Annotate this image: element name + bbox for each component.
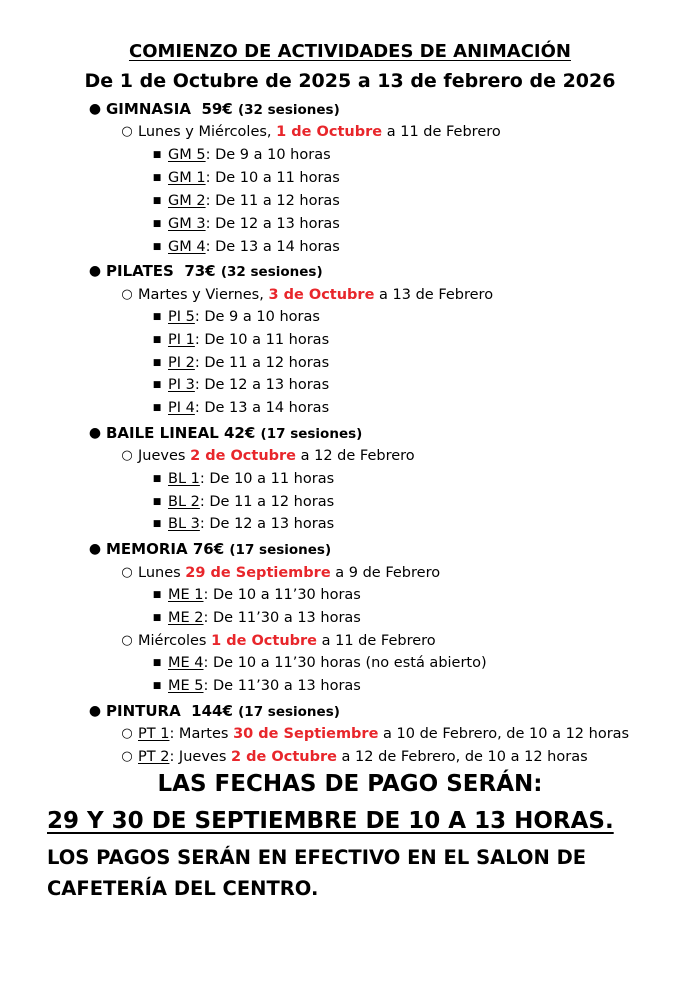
schedule-start: 1 de Octubre — [211, 633, 318, 649]
circle-bullet-icon: ○ — [121, 565, 133, 580]
group-item — [152, 167, 340, 189]
square-bullet-icon: ■ — [152, 358, 162, 368]
activity-price: 59€ — [201, 100, 233, 118]
group-hours: : De 9 a 10 horas — [205, 147, 331, 163]
schedule-end: a 12 de Febrero, de 10 a 12 horas — [336, 749, 588, 765]
bullet-icon: ● — [88, 703, 102, 719]
circle-bullet-icon: ○ — [121, 633, 133, 648]
schedule-start: 30 de Septiembre — [233, 726, 379, 742]
group-item — [152, 607, 361, 629]
schedule-end: a 9 de Febrero — [330, 565, 441, 581]
schedule-start: 1 de Octubre — [276, 124, 383, 140]
group-code: PT 1 — [138, 726, 170, 742]
group-code: BL 2 — [168, 494, 200, 510]
square-bullet-icon: ■ — [152, 196, 162, 206]
activity-pilates — [88, 260, 323, 282]
square-bullet-icon: ■ — [152, 150, 162, 160]
schedule-end: a 10 de Febrero, de 10 a 12 horas — [378, 726, 630, 742]
group-hours: : De 12 a 13 horas — [194, 377, 330, 393]
activity-price: 76€ — [192, 540, 225, 558]
group-item — [152, 468, 335, 490]
group-hours: : De 9 a 10 horas — [194, 309, 320, 325]
activity-pintura — [88, 700, 340, 722]
square-bullet-icon: ■ — [152, 613, 162, 623]
square-bullet-icon: ■ — [152, 590, 162, 600]
group-code: ME 2 — [168, 610, 204, 626]
square-bullet-icon: ■ — [152, 681, 162, 691]
activity-name: PINTURA — [106, 702, 181, 720]
payment-heading: LAS FECHAS DE PAGO SERÁN: — [157, 771, 543, 797]
group-hours: : De 11 a 12 horas — [199, 494, 335, 510]
activity-sessions: (17 sesiones) — [238, 704, 340, 720]
square-bullet-icon: ■ — [152, 242, 162, 252]
group-item — [152, 584, 361, 606]
circle-bullet-icon: ○ — [121, 726, 133, 741]
square-bullet-icon: ■ — [152, 173, 162, 183]
activity-baile-lineal — [88, 422, 363, 444]
schedule-start: 2 de Octubre — [190, 448, 297, 464]
group-code: PI 1 — [168, 332, 195, 348]
group-code: PT 2 — [138, 749, 170, 765]
group-item — [152, 374, 330, 396]
group-code: PI 4 — [168, 400, 195, 416]
group-item — [152, 144, 331, 166]
schedule-pintura-pt2 — [121, 746, 588, 768]
group-code: GM 2 — [168, 193, 206, 209]
group-code: PI 2 — [168, 355, 195, 371]
group-code: ME 5 — [168, 678, 204, 694]
square-bullet-icon: ■ — [152, 497, 162, 507]
date-range-subtitle: De 1 de Octubre de 2025 a 13 de febrero de 2026 — [84, 70, 616, 92]
circle-bullet-icon: ○ — [121, 287, 133, 302]
schedule-end: a 13 de Febrero — [374, 287, 494, 303]
schedule-days: : Jueves — [169, 749, 231, 765]
group-item — [152, 513, 335, 535]
group-hours: : De 13 a 14 horas — [205, 239, 340, 255]
group-hours: : De 11 a 12 horas — [205, 193, 340, 209]
group-item — [152, 306, 320, 328]
schedule-days: Lunes y Miércoles, — [138, 124, 277, 140]
group-code: GM 5 — [168, 147, 206, 163]
group-code: BL 1 — [168, 471, 200, 487]
circle-bullet-icon: ○ — [121, 448, 133, 463]
group-item — [152, 236, 340, 258]
square-bullet-icon: ■ — [152, 380, 162, 390]
payment-note-line2: CAFETERÍA DEL CENTRO. — [47, 877, 319, 900]
group-hours: : De 10 a 11’30 horas — [203, 587, 361, 603]
activity-price: 144€ — [191, 702, 233, 720]
group-item — [152, 190, 340, 212]
activity-sessions: (32 sesiones) — [220, 264, 323, 280]
group-item — [152, 675, 361, 697]
group-hours: : De 10 a 11 horas — [205, 170, 340, 186]
activity-name: MEMORIA — [106, 540, 188, 558]
group-code: PI 5 — [168, 309, 195, 325]
schedule-pilates — [121, 284, 494, 306]
group-code: GM 4 — [168, 239, 206, 255]
bullet-icon: ● — [88, 425, 102, 441]
schedule-end: a 12 de Febrero — [296, 448, 415, 464]
square-bullet-icon: ■ — [152, 219, 162, 229]
payment-dates: 29 Y 30 DE SEPTIEMBRE DE 10 A 13 HORAS. — [47, 808, 614, 834]
bullet-icon: ● — [88, 263, 102, 279]
bullet-icon: ● — [88, 541, 102, 557]
square-bullet-icon: ■ — [152, 403, 162, 413]
group-hours: : De 12 a 13 horas — [205, 216, 340, 232]
schedule-pintura-pt1 — [121, 723, 630, 745]
payment-note-line1: LOS PAGOS SERÁN EN EFECTIVO EN EL SALON DE — [47, 846, 587, 869]
square-bullet-icon: ■ — [152, 519, 162, 529]
group-item — [152, 352, 330, 374]
group-code: GM 1 — [168, 170, 206, 186]
schedule-baile — [121, 445, 415, 467]
page-title: COMIENZO DE ACTIVIDADES DE ANIMACIÓN — [128, 41, 571, 62]
group-code: BL 3 — [168, 516, 200, 532]
schedule-days: Jueves — [138, 448, 191, 464]
activity-price: 42€ — [224, 424, 256, 442]
activity-sessions: (17 sesiones) — [229, 542, 332, 558]
group-hours: : De 11 a 12 horas — [194, 355, 330, 371]
schedule-end: a 11 de Febrero — [382, 124, 501, 140]
schedule-days: : Martes — [169, 726, 234, 742]
group-code: ME 1 — [168, 587, 204, 603]
group-item — [152, 329, 330, 351]
activity-gimnasia — [88, 98, 340, 120]
schedule-days: Lunes — [138, 565, 186, 581]
group-item — [152, 397, 330, 419]
schedule-start: 29 de Septiembre — [185, 565, 331, 581]
group-item — [152, 491, 335, 513]
group-hours: : De 11’30 a 13 horas — [203, 678, 361, 694]
activity-name: BAILE LINEAL — [106, 424, 219, 442]
circle-bullet-icon: ○ — [121, 124, 133, 139]
group-hours: : De 12 a 13 horas — [199, 516, 335, 532]
square-bullet-icon: ■ — [152, 335, 162, 345]
schedule-gimnasia — [121, 121, 501, 143]
schedule-memoria-lunes — [121, 562, 441, 584]
schedule-start: 3 de Octubre — [268, 287, 375, 303]
group-hours: : De 13 a 14 horas — [194, 400, 330, 416]
bullet-icon: ● — [88, 101, 102, 117]
activity-sessions: (32 sesiones) — [237, 102, 340, 118]
schedule-end: a 11 de Febrero — [317, 633, 436, 649]
activity-price: 73€ — [184, 262, 216, 280]
square-bullet-icon: ■ — [152, 658, 162, 668]
group-hours: : De 10 a 11 horas — [199, 471, 335, 487]
activity-sessions: (17 sesiones) — [260, 426, 363, 442]
activity-memoria — [88, 538, 332, 560]
circle-bullet-icon: ○ — [121, 749, 133, 764]
group-code: PI 3 — [168, 377, 195, 393]
square-bullet-icon: ■ — [152, 474, 162, 484]
schedule-days: Miércoles — [138, 633, 212, 649]
group-code: ME 4 — [168, 655, 204, 671]
group-code: GM 3 — [168, 216, 206, 232]
group-hours: : De 11’30 a 13 horas — [203, 610, 361, 626]
activity-name: PILATES — [106, 262, 174, 280]
schedule-days: Martes y Viernes, — [138, 287, 269, 303]
group-item — [152, 652, 487, 674]
schedule-memoria-miercoles — [121, 630, 436, 652]
group-item — [152, 213, 340, 235]
group-hours: : De 10 a 11’30 horas (no está abierto) — [203, 655, 487, 671]
activity-name: GIMNASIA — [106, 100, 191, 118]
group-hours: : De 10 a 11 horas — [194, 332, 330, 348]
schedule-start: 2 de Octubre — [231, 749, 337, 765]
square-bullet-icon: ■ — [152, 312, 162, 322]
